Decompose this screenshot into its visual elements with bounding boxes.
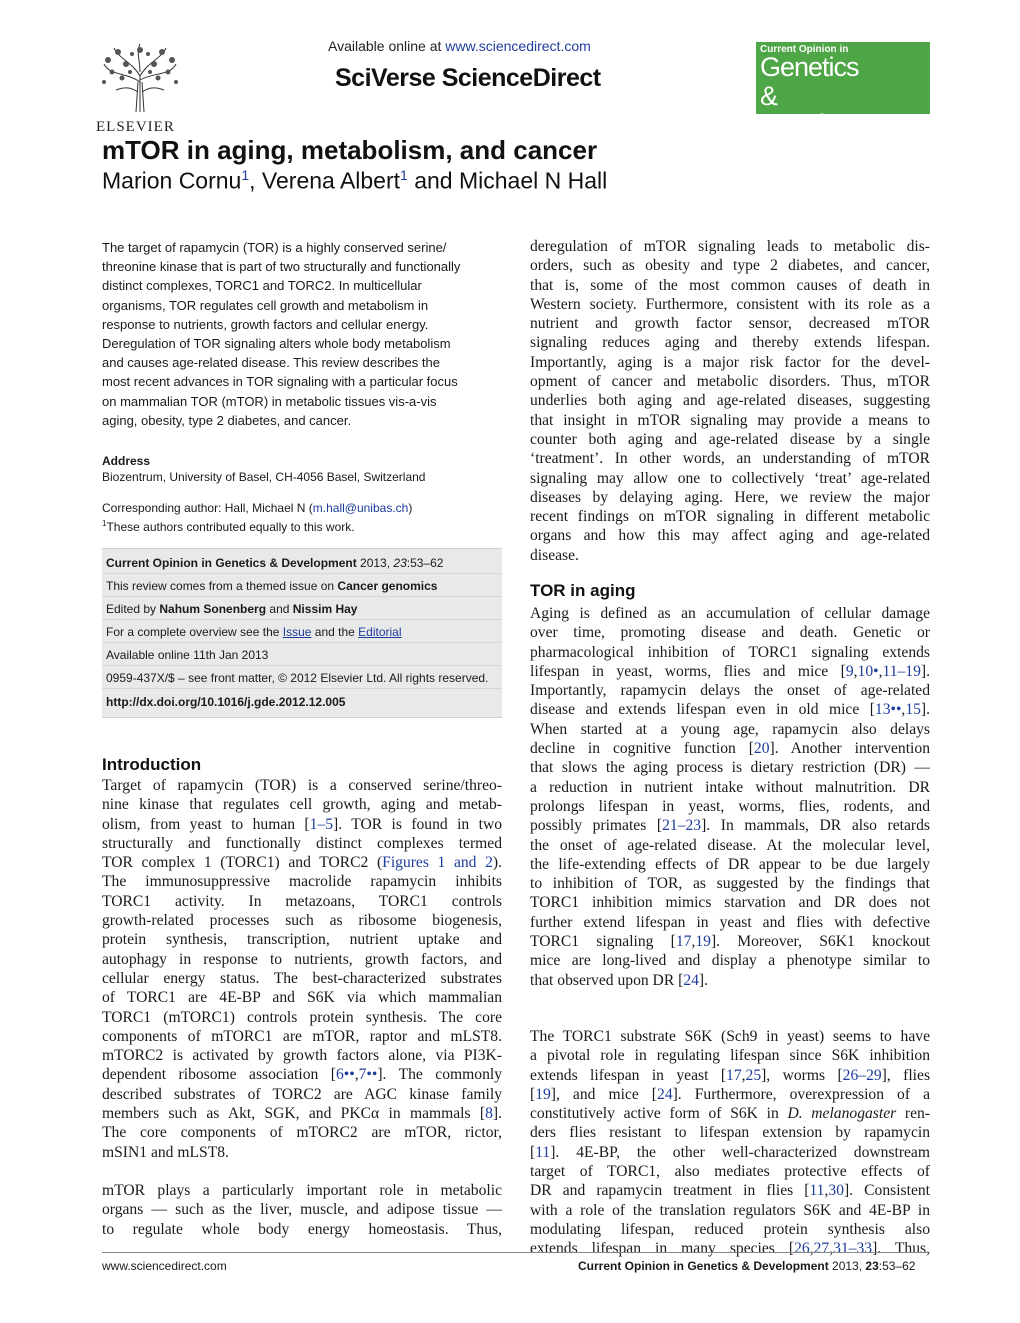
text-run: ]. Furthermore, overexpression of a	[672, 1085, 930, 1103]
email-link[interactable]: m.hall@unibas.ch	[312, 501, 409, 515]
info-journal-name: Current Opinion in Genetics & Development	[106, 556, 357, 570]
info-divider	[102, 573, 502, 574]
text-run: over time, promoting disease and death. Genetic or	[530, 624, 930, 642]
text-run: ]. TOR is found in two	[333, 815, 503, 833]
text-line	[530, 778, 930, 797]
text-run: mice are long-lived and display a phenotype similar to	[530, 952, 930, 970]
text-line	[530, 1181, 930, 1200]
text-line	[530, 971, 930, 990]
text-run: ,	[809, 1240, 814, 1258]
text-line	[530, 237, 930, 256]
text-run: further extend lifespan in yeast and flies with defective	[530, 913, 930, 931]
text-run: ).	[492, 854, 502, 872]
text-run: possibly primates [	[530, 817, 663, 835]
text-run: prolongs lifespan in yeast, worms, flies, rodents, and	[530, 797, 930, 815]
text-line	[530, 1143, 930, 1162]
text-line	[102, 1046, 502, 1065]
reference-link[interactable]: 1–5	[309, 815, 334, 833]
text-run: a pivotal role in regulating lifespan since S6K inhibition	[530, 1047, 930, 1065]
footer-citation	[578, 1259, 915, 1273]
text-line	[530, 681, 930, 700]
text-line	[530, 951, 930, 970]
reference-link[interactable]: 24	[657, 1085, 673, 1103]
info-journal-year: 2013,	[356, 556, 394, 570]
text-line	[102, 1008, 502, 1027]
issue-link[interactable]: Issue	[282, 625, 312, 639]
text-run: ]. Moreover, S6K1 knockout	[710, 933, 930, 951]
corresponding-author	[102, 500, 412, 516]
text-line	[530, 1104, 930, 1123]
text-run: TORC1 (mTORC1) controls protein synthesis. The core	[102, 1008, 502, 1026]
text-run: deregulation of mTOR signaling leads to metabolic dis-	[530, 238, 930, 255]
text-run: ]. In mammals, DR also retards	[701, 817, 930, 835]
text-line	[102, 853, 502, 872]
text-run: The TORC1 substrate S6K (Sch9 in yeast) seems to have	[530, 1028, 930, 1045]
text-line	[530, 276, 930, 295]
text-run: extends lifespan in many species [	[530, 1240, 795, 1258]
text-run: Importantly, rapamycin delays the onset of age-related	[530, 682, 930, 700]
text-run: underlies both aging and age-related diseases, suggesting	[530, 392, 930, 410]
abstract-line: and causes age-related disease. This review describes the	[102, 355, 440, 371]
text-run: decline in cognitive function [	[530, 740, 754, 758]
info-copyright: 0959-437X/$ – see front matter, © 2012 Elsevier Ltd. All rights reserved.	[106, 671, 489, 685]
text-line	[102, 1123, 502, 1142]
text-run: Target of rapamycin (TOR) is a conserved serine/threo-	[102, 777, 502, 794]
abstract-line: threonine kinase that is part of two structurally and functionally	[102, 259, 461, 275]
text-line	[530, 623, 930, 642]
text-run: ,	[878, 662, 883, 680]
text-run: ]. The commonly	[377, 1066, 502, 1084]
text-run: ]. Another intervention	[769, 740, 930, 758]
text-line	[102, 911, 502, 930]
reference-link[interactable]: Figures 1 and 2	[382, 854, 493, 872]
introduction-paragraph	[102, 776, 502, 1162]
text-run: that slows the aging process is dietary restriction (DR) —	[530, 759, 930, 777]
journal-badge-line3: & Development	[760, 81, 909, 139]
info-overview-and: and the	[311, 625, 359, 639]
abstract-line: aging, obesity, type 2 diabetes, and cancer.	[102, 412, 352, 428]
reference-link[interactable]: 17	[675, 933, 692, 951]
text-line	[530, 1066, 930, 1085]
text-line	[102, 950, 502, 969]
text-line	[530, 1220, 930, 1239]
text-line	[102, 815, 502, 834]
aging-paragraph	[530, 604, 930, 990]
reference-link[interactable]: 11	[535, 1143, 551, 1161]
reference-link[interactable]: 11	[809, 1182, 825, 1200]
text-line	[530, 893, 930, 912]
text-line	[102, 1220, 502, 1239]
info-editor: Nissim Hay	[292, 602, 358, 616]
text-line	[530, 855, 930, 874]
text-run: When started at a young age, rapamycin also delays	[530, 720, 930, 738]
info-journal-citation	[106, 556, 443, 570]
note-text: These authors contributed equally to this work.	[106, 520, 355, 534]
text-run: ].	[920, 662, 930, 680]
corresponding-author-close: )	[408, 501, 413, 515]
text-line	[530, 913, 930, 932]
italic-text: D. melanogaster	[787, 1105, 897, 1123]
text-run: nutrient and growth factor sensor, decreased mTOR	[530, 315, 930, 333]
text-run: ], worms [	[761, 1066, 843, 1084]
text-line	[102, 1027, 502, 1046]
text-run: that observed upon DR [	[530, 971, 684, 989]
abstract-line: The target of rapamycin (TOR) is a highly conserved serine/	[102, 240, 447, 255]
info-overview-label: For a complete overview see the	[106, 625, 283, 639]
text-run: TORC1 activity. In metazoans, TORC1 controls	[102, 892, 502, 910]
journal-badge-line2: Genetics	[760, 52, 859, 82]
text-run: constitutively active form of S6K in	[530, 1105, 788, 1123]
text-run: that is, some of the most common causes of death in	[530, 276, 930, 294]
info-overview	[106, 625, 402, 639]
text-run: mTORC2 is activated by growth factors alone, via PI3K-	[102, 1047, 502, 1065]
footer-website: www.sciencedirect.com	[102, 1259, 227, 1273]
text-line	[530, 507, 930, 526]
article-title: mTOR in aging, metabolism, and cancer	[102, 135, 598, 165]
author-separator: and	[407, 167, 459, 194]
info-divider	[102, 642, 502, 643]
text-line	[102, 1181, 502, 1200]
body-paragraph	[530, 237, 930, 565]
reference-link[interactable]: 19	[535, 1085, 551, 1103]
footer-volume: 23	[865, 1259, 879, 1273]
note-marker: 1	[102, 519, 107, 528]
reference-link[interactable]: 9	[845, 662, 854, 680]
text-run: ]. Consistent	[843, 1182, 930, 1200]
info-themed-issue	[106, 579, 437, 593]
reference-link[interactable]: 24	[683, 971, 699, 989]
text-run: signaling reduces aging and thereby extends lifespan.	[530, 334, 930, 352]
text-run: The core components of mTORC2 are mTOR, rictor,	[102, 1124, 502, 1142]
author-name: Verena Albert	[261, 167, 401, 194]
text-line	[102, 988, 502, 1007]
text-run: TORC1 inhibition mimics starvation and DR does not	[530, 894, 930, 912]
text-line	[530, 546, 930, 565]
text-run: modulating lifespan, reduced protein synthesis also	[530, 1220, 930, 1238]
abstract-line: most recent advances in TOR signaling with a particular focus	[102, 374, 458, 390]
text-line	[530, 700, 930, 719]
text-run: ,	[741, 1066, 746, 1084]
text-run: The immunosuppressive macrolide rapamycin inhibits	[102, 873, 502, 891]
info-journal-volume: 23	[393, 556, 407, 570]
text-run: ].	[698, 971, 708, 989]
address-heading: Address	[102, 454, 151, 468]
text-run: TORC1 signaling [	[530, 933, 676, 951]
text-line	[102, 1104, 502, 1123]
text-run: ,	[354, 1066, 359, 1084]
text-run: mSIN1 and mLST8.	[102, 1143, 229, 1161]
author-affiliation-marker[interactable]: 1	[400, 167, 408, 183]
text-run: that insight in mTOR signaling may provide a means to	[530, 411, 930, 429]
text-run: disease and extends lifespan even in old mice [	[530, 701, 875, 719]
author-name: Marion Cornu	[102, 167, 242, 194]
section-heading-introduction: Introduction	[102, 755, 202, 774]
address-text: Biozentrum, University of Basel, CH-4056 Basel, Switzerland	[102, 470, 426, 484]
text-run: ,	[829, 1240, 834, 1258]
text-line	[530, 1046, 930, 1065]
reference-link[interactable]: 10•	[857, 662, 879, 680]
text-line	[530, 449, 930, 468]
reference-link[interactable]: 25	[745, 1066, 762, 1084]
text-run: a reduction in nutrient intake without malnutrition. DR	[530, 778, 930, 796]
text-run: with a role of the translation regulators S6K and 4E-BP in	[530, 1201, 930, 1219]
text-line	[530, 1162, 930, 1181]
text-run: components of mTORC1 are mTOR, raptor and mLST8.	[102, 1027, 502, 1045]
text-line	[530, 1027, 930, 1046]
text-line	[530, 430, 930, 449]
text-run: dependent ribosome association [	[102, 1066, 336, 1084]
text-run: of TORC1 are 4E-BP and S6K via which mammalian	[102, 989, 502, 1007]
text-run: organs and how this may affect aging and age-related	[530, 527, 930, 545]
article-info-box	[102, 548, 502, 718]
text-run: Aging is defined as an accumulation of cellular damage	[530, 605, 930, 622]
info-divider	[102, 596, 502, 597]
text-run: ], flies	[881, 1066, 931, 1084]
text-run: [	[530, 1085, 536, 1103]
text-line	[530, 662, 930, 681]
available-online	[328, 38, 591, 54]
info-themed-label: This review comes from a themed issue on	[106, 579, 338, 593]
info-editors	[106, 602, 357, 616]
text-run: protein synthesis, transcription, nutrient uptake and	[102, 931, 502, 949]
text-line	[102, 930, 502, 949]
text-run: Western society. Furthermore, consistent with its role as a	[530, 295, 930, 313]
text-line	[102, 776, 502, 795]
reference-link[interactable]: 21–23	[662, 817, 702, 835]
text-run: organs — such as the liver, muscle, and adipose tissue —	[102, 1201, 502, 1219]
info-editor: Nahum Sonenberg	[159, 602, 267, 616]
text-run: cellular energy status. The best-characterized substrates	[102, 969, 502, 987]
text-line	[530, 295, 930, 314]
text-run: ].	[920, 701, 930, 719]
text-line	[102, 1065, 502, 1084]
info-journal-pages: :53–62	[406, 556, 444, 570]
info-themed-topic: Cancer genomics	[337, 579, 438, 593]
text-run: diseases by delaying aging. Here, we review the major	[530, 488, 930, 506]
info-divider	[102, 688, 502, 689]
text-run: nine kinase that regulates cell growth, aging and metab-	[102, 796, 502, 814]
text-run: DR and rapamycin treatment in flies [	[530, 1182, 810, 1200]
text-run: recent findings on mTOR signaling in different metabolic	[530, 508, 930, 526]
text-line	[102, 1085, 502, 1104]
reference-link[interactable]: 8	[485, 1105, 493, 1123]
text-line	[530, 758, 930, 777]
footer-journal: Current Opinion in Genetics & Development	[578, 1259, 829, 1273]
text-run: ,	[853, 662, 858, 680]
text-run: ,	[824, 1182, 829, 1200]
reference-link[interactable]: 15	[905, 701, 921, 719]
author-separator: ,	[249, 167, 262, 194]
text-run: lifespan in yeast, worms, flies and mice [	[530, 662, 846, 680]
reference-link[interactable]: 19	[695, 933, 711, 951]
text-line	[530, 1201, 930, 1220]
reference-link[interactable]: 20	[753, 740, 770, 758]
reference-link[interactable]: 30	[828, 1182, 844, 1200]
reference-link[interactable]: 17	[726, 1066, 742, 1084]
text-run: target of TORC1, also mediates protective effects of	[530, 1163, 930, 1181]
abstract-line: response to nutrients, growth factors and cellular energy.	[102, 316, 429, 332]
body-paragraph	[102, 1181, 502, 1239]
author-affiliation-marker[interactable]: 1	[241, 167, 250, 183]
text-line	[530, 643, 930, 662]
text-line	[530, 816, 930, 835]
text-line	[530, 836, 930, 855]
text-line	[102, 969, 502, 988]
text-run: ], and mice [	[550, 1085, 658, 1103]
reference-link[interactable]: 31–33	[833, 1240, 873, 1258]
text-line	[530, 488, 930, 507]
abstract-line: organisms, TOR regulates cell growth and metabolism in	[102, 297, 429, 313]
author-list	[102, 167, 607, 195]
text-run: orders, such as obesity and type 2 diabetes, and cancer,	[530, 257, 930, 275]
elsevier-logo	[96, 42, 184, 135]
section-heading-tor-in-aging: TOR in aging	[530, 581, 636, 600]
text-line	[530, 874, 930, 893]
abstract-line: Deregulation of TOR signaling alters whole body metabolism	[102, 336, 451, 352]
text-run: ders flies resistant to lifespan extension by rapamycin	[530, 1124, 930, 1142]
platform-name: SciVerse ScienceDirect	[335, 64, 601, 92]
text-line	[530, 1123, 930, 1142]
text-line	[530, 391, 930, 410]
text-run: counter both aging and age-related disease by a single	[530, 430, 930, 448]
text-line	[530, 353, 930, 372]
elsevier-tree-icon	[96, 42, 184, 114]
footer-pages: :53–62	[878, 1259, 916, 1273]
text-line	[102, 795, 502, 814]
text-run: the life-extending effects of DR appear to be due largely	[530, 855, 930, 873]
text-line	[530, 1085, 930, 1104]
text-run: growth-related processes such as ribosome biogenesis,	[102, 912, 502, 930]
available-online-label: Available online at	[328, 38, 446, 54]
text-line	[530, 314, 930, 333]
text-run: described substrates of TORC2 are AGC kinase family	[102, 1085, 502, 1103]
text-run: opment of cancer and metabolic disorders. Thus, mTOR	[530, 373, 930, 391]
editorial-link[interactable]: Editorial	[358, 625, 402, 639]
info-editor-and: and	[266, 602, 293, 616]
journal-badge-line1: Current Opinion in	[760, 44, 849, 55]
text-run: ]. 4E-BP, the other well-characterized downstream	[550, 1143, 930, 1161]
text-run: pharmacological inhibition of TORC1 signaling extends	[530, 643, 930, 661]
info-divider	[102, 619, 502, 620]
doi-link[interactable]: http://dx.doi.org/10.1016/j.gde.2012.12.005	[106, 695, 346, 709]
footer-year: 2013,	[828, 1259, 866, 1273]
text-run: signaling may allow one to collectively ‘treat’ age-related	[530, 469, 930, 487]
text-run: [	[530, 1143, 536, 1161]
text-run: ,	[691, 933, 696, 951]
text-run: structurally and functionally distinct complexes termed	[102, 834, 502, 852]
text-run: TOR complex 1 (TORC1) and TORC2 (	[102, 854, 383, 872]
text-run: ]. Thus,	[872, 1240, 930, 1258]
journal-badge	[756, 42, 930, 139]
text-line	[530, 372, 930, 391]
reference-link[interactable]: 26–29	[842, 1066, 882, 1084]
text-run: Importantly, aging is a major risk factor for the devel-	[530, 353, 930, 371]
text-run: ren-	[896, 1105, 930, 1123]
text-line	[530, 411, 930, 430]
text-line	[102, 1143, 502, 1162]
text-run: autophagy in response to nutrients, growth factors, and	[102, 950, 502, 968]
reference-link[interactable]: 13••	[874, 701, 902, 719]
text-line	[530, 526, 930, 545]
abstract	[102, 238, 502, 430]
text-run: disease.	[530, 546, 579, 564]
text-line	[530, 720, 930, 739]
text-line	[530, 932, 930, 951]
text-run: to inhibition of TOR, as suggested by the findings that	[530, 875, 930, 893]
text-line	[102, 892, 502, 911]
info-edited-label: Edited by	[106, 602, 160, 616]
sciencedirect-link[interactable]: www.sciencedirect.com	[445, 38, 591, 54]
abstract-line: on mammalian TOR (mTOR) in metabolic tissues vis-a-vis	[102, 393, 437, 409]
text-line	[530, 469, 930, 488]
footer-divider	[102, 1252, 930, 1253]
text-line	[530, 739, 930, 758]
text-line	[530, 256, 930, 275]
publisher-logo-text: ELSEVIER	[96, 119, 175, 135]
corresponding-author-label: Corresponding author: Hall, Michael N (	[102, 501, 313, 515]
text-run: olism, from yeast to human [	[102, 815, 310, 833]
body-paragraph	[530, 1027, 930, 1259]
text-line	[102, 834, 502, 853]
text-run: ].	[492, 1105, 502, 1123]
text-line	[102, 1200, 502, 1219]
text-line	[530, 604, 930, 623]
info-available-online: Available online 11th Jan 2013	[106, 648, 269, 662]
info-divider	[102, 665, 502, 666]
text-run: ‘treatment’. In other words, an understanding of mTOR	[530, 450, 930, 468]
text-line	[530, 333, 930, 352]
text-run: members such as Akt, SGK, and PKCα in mammals [	[102, 1105, 486, 1123]
text-line	[530, 797, 930, 816]
text-run: the onset of age-related disease. At the molecular level,	[530, 836, 930, 854]
author-name: Michael N Hall	[458, 167, 608, 194]
text-run: extends lifespan in yeast [	[530, 1066, 727, 1084]
text-run: to regulate whole body energy homeostasis. Thus,	[102, 1220, 502, 1238]
text-line	[530, 1239, 930, 1258]
reference-link[interactable]: 27	[813, 1240, 830, 1258]
reference-link[interactable]: 26	[794, 1240, 810, 1258]
text-line	[102, 872, 502, 891]
reference-link[interactable]: 7••	[358, 1066, 378, 1084]
equal-contribution-note	[102, 516, 355, 535]
reference-link[interactable]: 11–19	[882, 662, 921, 680]
reference-link[interactable]: 6••	[335, 1066, 355, 1084]
text-run: mTOR plays a particularly important role in metabolic	[102, 1182, 502, 1199]
text-run: ,	[901, 701, 906, 719]
abstract-line: distinct complexes, TORC1 and TORC2. In multicellular	[102, 278, 422, 294]
